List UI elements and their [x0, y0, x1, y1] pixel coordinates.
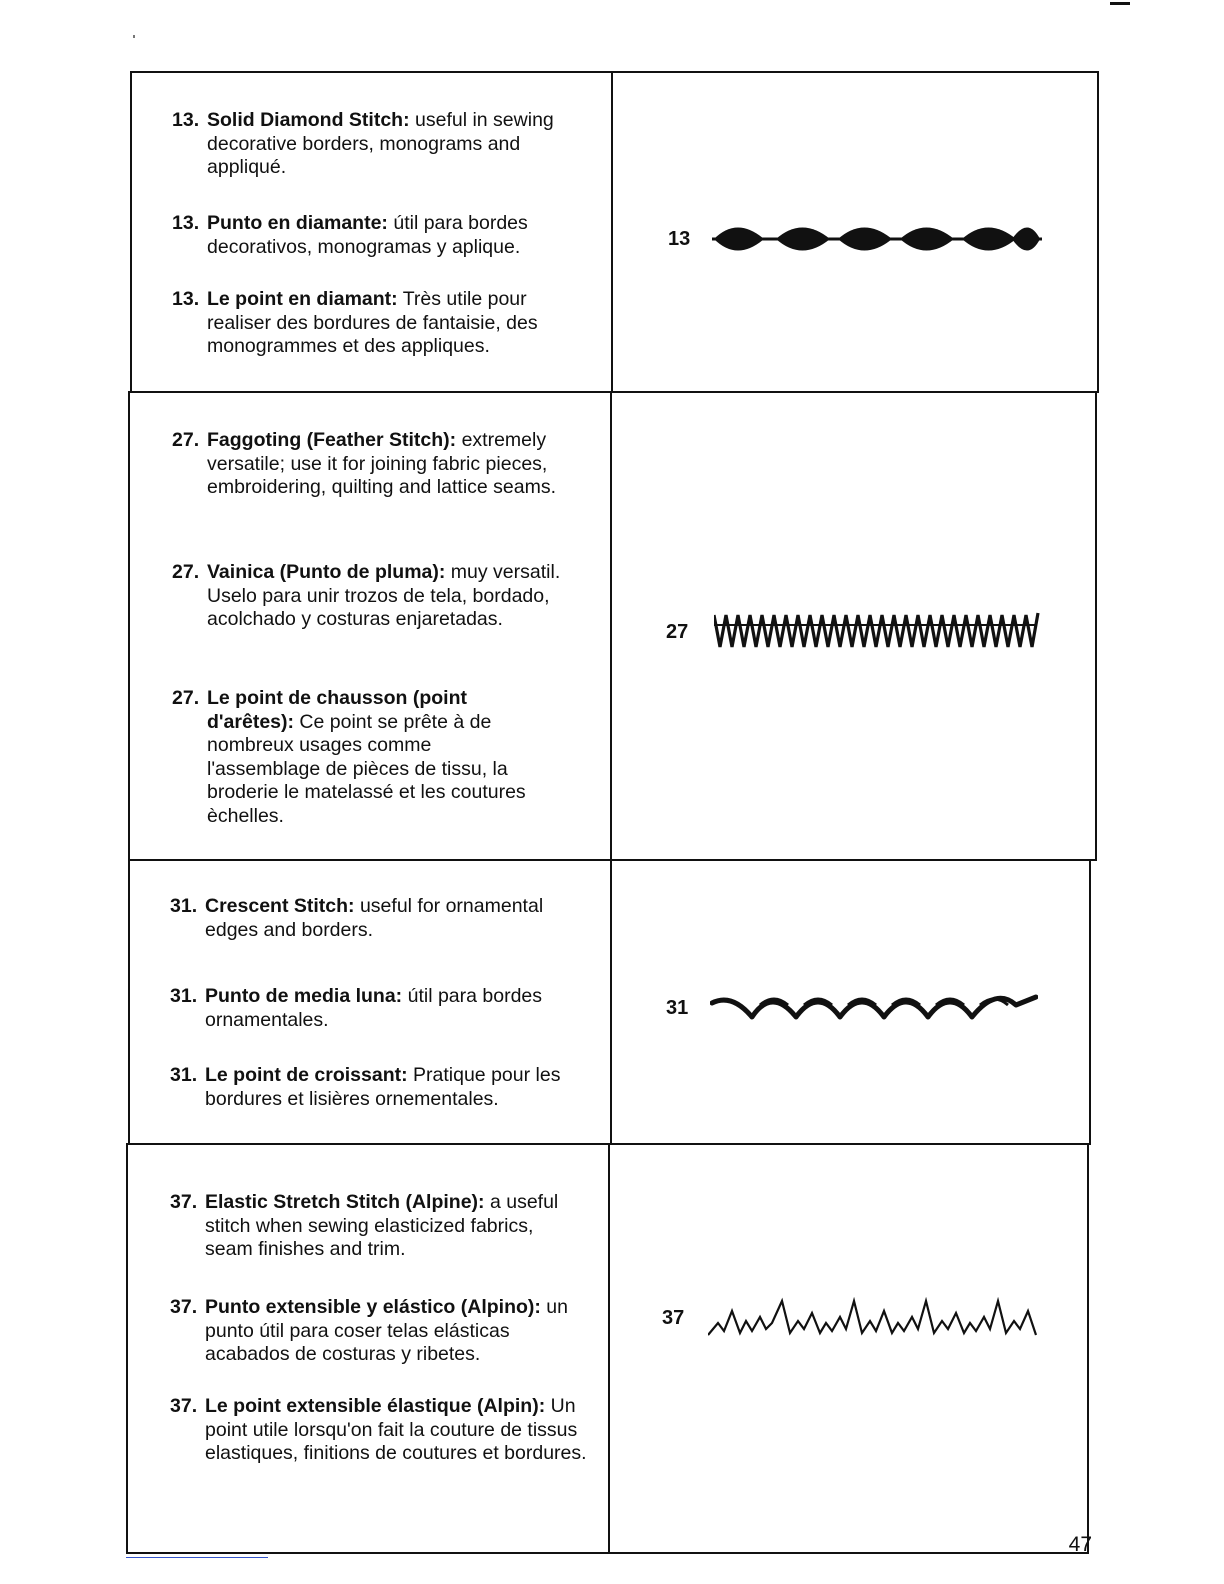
- entry-spanish: [170, 985, 585, 1032]
- entry-english: [172, 429, 587, 500]
- page-number: 47: [1068, 1533, 1092, 1556]
- entry-description: Très utile pour realiser des bordures de fantaisie, des monogrammes et des appliques.: [207, 288, 538, 357]
- entry-term: Le point de croissant:: [205, 1064, 408, 1086]
- column-divider: [610, 861, 612, 1143]
- entry-term: Faggoting (Feather Stitch):: [207, 429, 457, 451]
- entry-term: Elastic Stretch Stitch (Alpine):: [205, 1191, 485, 1213]
- stitch-row-27: [128, 391, 1097, 861]
- entry-term: Crescent Stitch:: [205, 895, 355, 917]
- entry-term: Punto de media luna:: [205, 985, 403, 1007]
- entry-english: [170, 895, 585, 942]
- scan-speck: [133, 35, 135, 38]
- stitch-sample-number: 13: [668, 228, 691, 250]
- stitch-sample-number: 31: [666, 997, 689, 1019]
- entry-term: Vainica (Punto de pluma):: [207, 561, 446, 583]
- entry-description: Pratique pour les bordures et lisières ornementales.: [205, 1064, 561, 1110]
- entry-french: [172, 288, 587, 359]
- entry-number: 13.: [172, 212, 200, 234]
- entry-number: 27.: [172, 687, 200, 709]
- column-divider: [610, 393, 612, 859]
- entry-description: useful for ornamental edges and borders.: [205, 895, 544, 941]
- entry-french: [170, 1064, 585, 1111]
- entry-french: [172, 687, 547, 828]
- stitch-sample-number: 27: [666, 621, 689, 643]
- entry-spanish: [170, 1296, 585, 1367]
- entry-number: 27.: [172, 561, 200, 583]
- entry-description: Ce point se prête à de nombreux usages comme l'assemblage de pièces de tissu, la broderie le matelassé et les coutures èchelles.: [207, 710, 526, 827]
- entry-description: un punto útil para coser telas elásticas acabados de costuras y ribetes.: [205, 1296, 568, 1365]
- entry-description: extremely versatile; use it for joining fabric pieces, embroidering, quilting and lattice seams.: [207, 429, 557, 498]
- entry-description: useful in sewing decorative borders, monograms and appliqué.: [207, 109, 554, 178]
- entry-term: Punto en diamante:: [207, 212, 388, 234]
- corner-mark: [1110, 2, 1130, 5]
- entry-term: Le point extensible élastique (Alpin):: [205, 1395, 546, 1417]
- elastic-stretch-stitch-icon: [708, 1297, 1044, 1339]
- entry-number: 37.: [170, 1296, 198, 1318]
- faggoting-stitch-icon: [714, 611, 1040, 651]
- stitch-row-13: [130, 71, 1099, 393]
- entry-description: Un point utile lorsqu'on fait la couture de tissus elastiques, finitions de coutures et bordures.: [205, 1395, 587, 1464]
- entry-spanish: [172, 561, 587, 632]
- stitch-row-31: [128, 859, 1091, 1145]
- stitch-sample-number: 37: [662, 1307, 685, 1329]
- entry-number: 31.: [170, 895, 198, 917]
- entry-description: útil para bordes decorativos, monogramas y aplique.: [207, 212, 528, 258]
- entry-description: a useful stitch when sewing elasticized fabrics, seam finishes and trim.: [205, 1191, 559, 1260]
- entry-term: Le point en diamant:: [207, 288, 398, 310]
- entry-term: Le point de chausson (point d'arêtes):: [207, 687, 467, 733]
- entry-number: 37.: [170, 1191, 198, 1213]
- entry-number: 27.: [172, 429, 200, 451]
- entry-number: 31.: [170, 1064, 198, 1086]
- entry-english: [170, 1191, 585, 1262]
- column-divider: [611, 73, 613, 391]
- entry-number: 31.: [170, 985, 198, 1007]
- solid-diamond-stitch-icon: [712, 218, 1042, 260]
- entry-description: útil para bordes ornamentales.: [205, 985, 543, 1031]
- entry-french: [170, 1395, 595, 1466]
- entry-spanish: [172, 212, 587, 259]
- footer-rule: [126, 1557, 268, 1558]
- entry-term: Solid Diamond Stitch:: [207, 109, 410, 131]
- entry-english: [172, 109, 587, 180]
- column-divider: [608, 1145, 610, 1552]
- stitch-row-37: [126, 1143, 1089, 1554]
- entry-description: muy versatil. Uselo para unir trozos de tela, bordado, acolchado y costuras enjaretadas.: [207, 561, 561, 630]
- entry-number: 37.: [170, 1395, 198, 1417]
- entry-number: 13.: [172, 109, 200, 131]
- entry-term: Punto extensible y elástico (Alpino):: [205, 1296, 541, 1318]
- entry-number: 13.: [172, 288, 200, 310]
- crescent-stitch-icon: [710, 987, 1038, 1027]
